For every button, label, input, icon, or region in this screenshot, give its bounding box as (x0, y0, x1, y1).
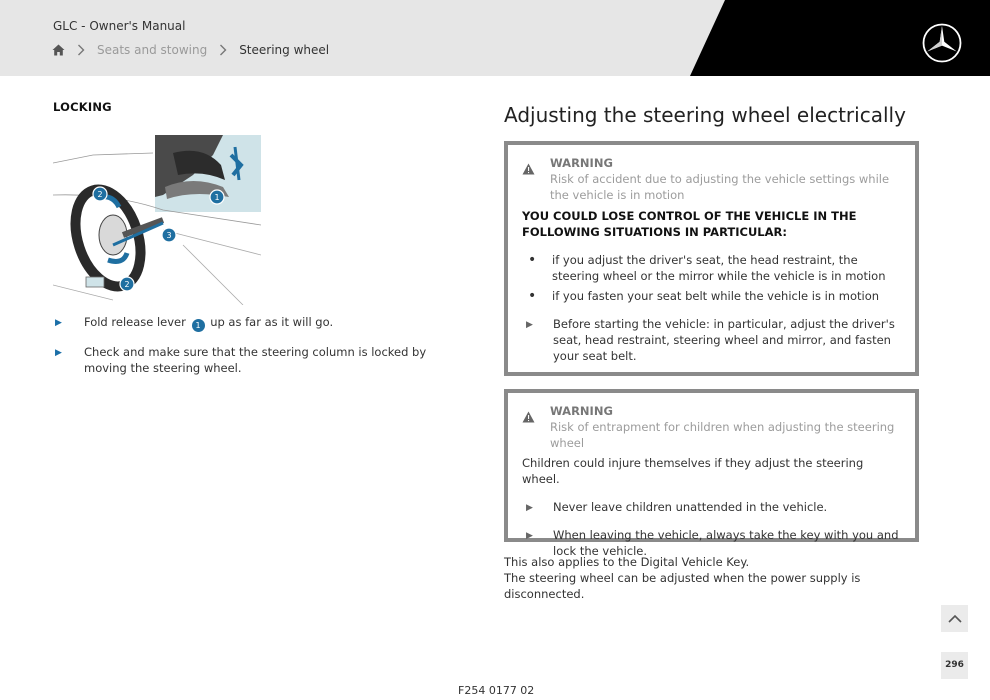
step-arrow-icon: ▶ (526, 531, 533, 541)
steering-column-illustration (53, 135, 261, 305)
callout-2-bottom: 2 (124, 280, 130, 289)
warning-title: WARNING (550, 404, 613, 418)
step-arrow-icon: ▶ (55, 318, 62, 328)
step-arrow-icon: ▶ (526, 503, 533, 513)
warning-steps (522, 499, 899, 559)
bullet-text: if you fasten your seat belt while the vehicle is in motion (552, 289, 880, 303)
list-item (522, 288, 899, 304)
list-item (522, 499, 899, 516)
warning-header (522, 155, 899, 203)
warning-triangle-icon (522, 403, 550, 451)
mercedes-star-logo (922, 23, 962, 63)
step-text (84, 314, 333, 332)
warning-header (522, 403, 899, 451)
step-text: When leaving the vehicle, always take the key with you and lock the vehicle. (553, 528, 899, 558)
step-text-after: up as far as it will go. (210, 315, 334, 329)
callout-1: 1 (214, 193, 220, 202)
warning-body-text: Children could injure themselves if they adjust the steering wheel. (522, 456, 864, 486)
warning-title: WARNING (550, 156, 613, 170)
bullet-text: if you adjust the driver's seat, the head restraint, the steering wheel or the mirror while the vehicle is in motion (552, 253, 886, 283)
step-text-before: Fold release lever (84, 315, 186, 329)
warning-box-accident (504, 141, 919, 376)
warning-subtitle: Risk of entrapment for children when adjusting the steering wheel (550, 420, 895, 450)
step-arrow-icon: ▶ (526, 320, 533, 330)
step-arrow-icon: ▶ (55, 348, 62, 358)
breadcrumb (51, 41, 329, 59)
warning-steps (522, 316, 899, 364)
callout-2-top: 2 (97, 190, 103, 199)
list-item (53, 344, 463, 376)
bullet-dot-icon: • (528, 288, 537, 304)
callout-3: 3 (166, 231, 172, 240)
step-text: Check and make sure that the steering column is locked by moving the steering wheel. (84, 345, 427, 375)
notes (504, 554, 924, 602)
locking-steps (53, 314, 463, 388)
scroll-to-top-button[interactable] (941, 605, 968, 632)
chevron-right-icon (69, 43, 93, 57)
warning-bullets (522, 252, 899, 304)
list-item (53, 314, 463, 332)
warning-strong-text: YOU COULD LOSE CONTROL OF THE VEHICLE IN THE FOLLOWING SITUATIONS IN PARTICULAR: (522, 209, 857, 239)
header-bar (0, 0, 990, 76)
list-item (522, 252, 899, 284)
page-number: 296 (941, 652, 968, 679)
warning-heading-text (550, 403, 899, 451)
step-text: Never leave children unattended in the vehicle. (553, 500, 828, 514)
home-icon[interactable] (51, 43, 65, 57)
breadcrumb-steering-wheel: Steering wheel (239, 43, 330, 57)
note-line: This also applies to the Digital Vehicle Key. (504, 555, 750, 569)
list-item (522, 316, 899, 364)
page-title: Adjusting the steering wheel electrically (504, 103, 906, 127)
app-title: GLC - Owner's Manual (53, 19, 186, 33)
step-text: Before starting the vehicle: in particular, adjust the driver's seat, head restraint, steering wheel and mirror, and fasten your seat belt. (553, 317, 895, 363)
locking-section (53, 100, 463, 375)
chevron-up-icon (948, 614, 962, 623)
note-line: The steering wheel can be adjusted when the power supply is disconnected. (504, 571, 861, 601)
image-code: F254 0177 02 (458, 684, 535, 697)
breadcrumb-seats-and-stowing[interactable]: Seats and stowing (97, 43, 208, 57)
callout-badge: 1 (192, 319, 205, 332)
bullet-dot-icon: • (528, 252, 537, 268)
warning-heading-text (550, 155, 899, 203)
section-heading: LOCKING (53, 100, 112, 114)
warning-subtitle: Risk of accident due to adjusting the vehicle settings while the vehicle is in motion (550, 172, 890, 202)
adjusting-section (504, 103, 924, 601)
chevron-right-icon (211, 43, 235, 57)
warning-box-entrapment (504, 389, 919, 558)
warning-triangle-icon (522, 155, 550, 203)
